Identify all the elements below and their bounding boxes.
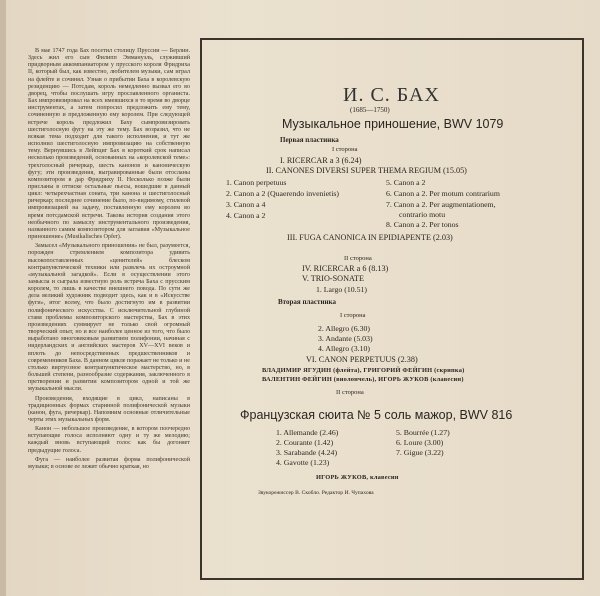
liner-paragraph: Замысел «Музыкального приношения» не был, разумеется, порожден стремлением композитора удивить высокопоставленных «ценителей» блеском контрапунктической техники или развлечь их остроумной «музыкальной загадкой». Если в осуществлении этого замысла и сыграла известную роль встреча Баха с прусским королем, то лишь в качестве внешнего повода. По сути же дела великий художник подводит здесь, как и в «Искусстве фуги», итог всему, что было достигнуто им в развитии полифонического искусства. С исключительной глубиной ставя проблемы композиторского мастерства, Бах в этих произведениях суммирует не только свой огромный творческий опыт, но и все наиболее ценное из того, что было выработано многовековым развитием полифонии, начиная с нидерландских и английских мастеров XV—XVI веков и вплоть до непосредственных предшественников и современников Баха. В данном цикле поражает не только и не столько виртуозное контрапунктическое мастерство, но, в большей степени, разнообразие содержания, заключенного в претворении и развитии композитором одной и той же музыкальной мысли. xyxy=(28,243,190,393)
production-credits: Звукорежиссер В. Скобло. Редактор И. Чупахова xyxy=(258,490,374,496)
performer-harpsichord: ИГОРЬ ЖУКОВ, клавесин xyxy=(316,474,399,481)
performers-line-2: ВАЛЕНТИН ФЕЙГИН (виолончель), ИГОРЬ ЖУКОВ (клавесин) xyxy=(262,376,464,383)
trio-movement: 3. Andante (5.03) xyxy=(318,334,373,343)
track-fuga-canonica: III. FUGA CANONICA IN EPIDIAPENTE (2.03) xyxy=(287,233,453,242)
side-2-label: II сторона xyxy=(344,255,372,262)
canon-item: 5. Canon a 2 xyxy=(386,178,426,187)
composer-name: И. С. БАХ xyxy=(343,84,440,106)
canon-item: 6. Canon a 2. Per motum contrarium xyxy=(386,189,500,198)
suite-movement: 1. Allemande (2.46) xyxy=(276,428,339,437)
track-trio-sonate: V. TRIO-SONATE xyxy=(302,274,365,283)
side-1-label: I сторона xyxy=(332,146,358,153)
performers-line-1: ВЛАДИМИР ЯГУДИН (флейта), ГРИГОРИЙ ФЕЙГИН (скрипка) xyxy=(262,367,465,374)
liner-paragraph: В мае 1747 года Бах посетил столицу Пруссии — Берлин. Здесь жил его сын Филипп Эммануэль, служивший придворным аккомпаниатором у прусского короля Фридриха II, который был, как известно, любителем музыки, сам играл на флейте и сочинял. Узнав о прибытии Баха в королевскую резиденцию — Потсдам, король немедленно вызвал его во дворец, чтобы послушать игру прославленного органиста. Бах импровизировал на всех имевшихся в то время во дворце инструментах, а затем попросил предложить ему тему, сочиненную и предложенную ему королем. При следующей встрече король предложил Баху сымпровизировать шестиголосную фугу на эту же тему. Бах возразил, что не всякая тема подходит для такого исполнения, и тут же исполнил шестиголосную импровизацию на собственную тему. Вернувшись в Лейпциг Бах в короткий срок написал несколько произведений, основанных на «королевской теме»: трехголосный ричеркар, шесть канонов и каноническую фугу; эти произведения, выгравированные были отосланы композитором в дар Фридриху II. Несколько позже были присланы в оттиске остальные пьесы, вошедшие в данный цикл: четырехчастная соната, три канона и шестиголосный ричеркар; последнее сочинение было, по-видимому, стилевой импровизацией на задачу, поставленную ему королем во время потсдамской встречи. Такова история создания этого необычного по замыслу инструментального произведения, названного самим композитором для заглавия «Музыкальное приношение» (Musikalisches Opfer). xyxy=(28,48,190,241)
suite-movement: 4. Gavotte (1.23) xyxy=(276,458,330,467)
canon-item: 4. Canon a 2 xyxy=(226,211,266,220)
track-canon-perpetuus: VI. CANON PERPETUUS (2.38) xyxy=(306,355,418,364)
side-1b-label: I сторона xyxy=(340,312,366,319)
liner-paragraph: Произведения, входящие в цикл, написаны в традиционных формах старинной полифонической музыки (канон, фуга, ричеркар). Напомним основные отличительные черты этих музыкальных форм. xyxy=(28,395,190,423)
suite-movement: 5. Bourrée (1.27) xyxy=(396,428,450,437)
track-ricercar-a3: I. RICERCAR a 3 (6.24) xyxy=(280,156,362,165)
track-canones-diversi: II. CANONES DIVERSI SUPER THEMA REGIUM (15.05) xyxy=(266,166,467,175)
work-title-french-suite: Французская сюита № 5 соль мажор, BWV 816 xyxy=(240,408,513,422)
sleeve-edge xyxy=(0,0,6,596)
canon-item: 2. Canon a 2 (Quaerendo invenietis) xyxy=(226,189,340,198)
trio-movement: 2. Allegro (6.30) xyxy=(318,324,370,333)
liner-notes-column xyxy=(28,48,190,588)
record-1-label: Первая пластинка xyxy=(280,136,339,144)
suite-movement: 2. Courante (1.42) xyxy=(276,438,334,447)
side-2b-label: II сторона xyxy=(336,389,364,396)
suite-movement: 6. Loure (3.00) xyxy=(396,438,444,447)
suite-movement: 7. Gigue (3.22) xyxy=(396,448,444,457)
suite-movement: 3. Sarabande (4.24) xyxy=(276,448,338,457)
record-2-label: Вторая пластинка xyxy=(278,298,336,306)
work-title-musical-offering: Музыкальное приношение, BWV 1079 xyxy=(282,117,504,131)
canon-item: 7. Canon a 2. Per augmentationem, xyxy=(386,200,496,209)
canon-item: 3. Canon a 4 xyxy=(226,200,266,209)
liner-paragraph: Фуга — наиболее развитая форма полифонической музыки; в основе ее лежит обычно краткая, но xyxy=(28,456,190,470)
canon-item: 1. Canon perpetuus xyxy=(226,178,287,187)
track-ricercar-a6: IV. RICERCAR a 6 (8.13) xyxy=(302,264,389,273)
canon-item: 8. Canon a 2. Per tonos xyxy=(386,220,459,229)
composer-dates: (1685—1750) xyxy=(350,106,390,114)
trio-movement: 1. Largo (10.51) xyxy=(316,285,367,294)
trio-movement: 4. Allegro (3.10) xyxy=(318,344,370,353)
liner-paragraph: Канон — небольшое произведение, в котором поочередно вступающие голоса исполняют одну и ту же мелодию; каждый вновь вступающий голос как бы догоняет предыдущие голоса. xyxy=(28,426,190,454)
canon-item: contrario motu xyxy=(399,210,446,219)
